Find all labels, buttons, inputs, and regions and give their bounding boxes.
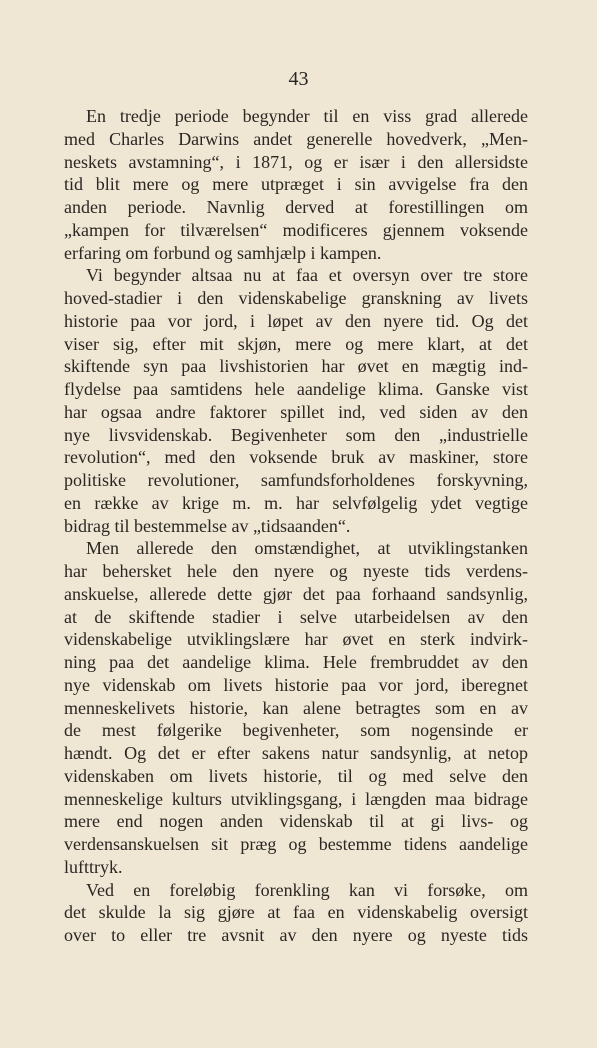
text-line: politiske revolutioner, samfundsforholdenes forskyvning, bbox=[64, 470, 528, 490]
text-line: neskets avstamning“, i 1871, og er især i den allersidste bbox=[64, 151, 528, 172]
text-line: over to eller tre avsnit av den nyere og nyeste tids bbox=[64, 925, 528, 945]
text-line: har behersket hele den nyere og nyeste tids verdens- bbox=[64, 561, 528, 581]
text-line: bidrag til bestemmelse av „tidsaanden“. bbox=[64, 515, 351, 536]
text-line: erfaring om forbund og samhjælp i kampen. bbox=[64, 242, 382, 263]
text-line: hændt. Og det er efter sakens natur sandsynlig, at netop bbox=[64, 743, 528, 763]
text-line: Vi begynder altsaa nu at faa et oversyn over tre store bbox=[86, 265, 528, 286]
text-line: revolution“, med den voksende bruk av maskiner, store bbox=[64, 447, 528, 468]
text-line: nye livsvidenskab. Begivenheter som den „industrielle bbox=[64, 424, 528, 445]
text-line: videnskaben om livets historie, til og med selve den bbox=[64, 765, 528, 786]
text-line: ning paa det aandelige klima. Hele frembruddet av den bbox=[64, 652, 528, 672]
text-line: historie paa vor jord, i løpet av den nyere tid. Og det bbox=[64, 310, 528, 331]
text-line: Ved en foreløbig forenkling kan vi forsøke, om bbox=[86, 879, 528, 900]
text-line: Men allerede den omstændighet, at utviklingstanken bbox=[86, 538, 528, 559]
text-line: hoved-stadier i den videnskabelige granskning av livets bbox=[64, 288, 528, 308]
text-line: anden periode. Navnlig derved at forestillingen om bbox=[64, 197, 528, 217]
text-line: „kampen for tilværelsen“ modificeres gjennem voksende bbox=[64, 219, 528, 240]
text-line: En tredje periode begynder til en viss grad allerede bbox=[86, 106, 528, 126]
text-line: det skulde la sig gjøre at faa en videnskabelig oversigt bbox=[64, 902, 528, 923]
text-line: at de skiftende stadier i selve utarbeidelsen av den bbox=[64, 606, 528, 627]
text-line: en række av krige m. m. har selvfølgelig ydet vegtige bbox=[64, 492, 528, 513]
text-line: videnskabelige utviklingslære har øvet en sterk indvirk- bbox=[64, 629, 528, 650]
body-text bbox=[64, 105, 528, 947]
text-line: mere end nogen anden videnskab til at gi livs- og bbox=[64, 811, 528, 832]
text-line: nye videnskab om livets historie paa vor jord, iberegnet bbox=[64, 674, 528, 695]
text-line: med Charles Darwins andet generelle hovedverk, „Men- bbox=[64, 128, 528, 149]
text-line: flydelse paa samtidens hele aandelige klima. Ganske vist bbox=[64, 379, 528, 399]
text-line: menneskelivets historie, kan alene betragtes som en av bbox=[64, 697, 528, 718]
text-line: lufttryk. bbox=[64, 856, 123, 877]
text-line: skiftende syn paa livshistorien har øvet en mægtig ind- bbox=[64, 356, 528, 377]
text-line: viser sig, efter mit skjøn, mere og mere klart, at det bbox=[64, 333, 528, 354]
page-number: 43 bbox=[288, 68, 309, 90]
text-line: har ogsaa andre faktorer spillet ind, ved siden av den bbox=[64, 401, 528, 422]
text-line: tid blit mere og mere utpræget i sin avvigelse fra den bbox=[64, 174, 528, 195]
text-line: anskuelse, allerede dette gjør det paa forhaand sandsynlig, bbox=[64, 583, 528, 604]
text-line: menneskelige kulturs utviklingsgang, i længden maa bidrage bbox=[64, 788, 528, 809]
text-line: de mest følgerike begivenheter, som nogensinde er bbox=[64, 720, 528, 741]
text-line: verdensanskuelsen sit præg og bestemme tidens aandelige bbox=[64, 834, 528, 854]
